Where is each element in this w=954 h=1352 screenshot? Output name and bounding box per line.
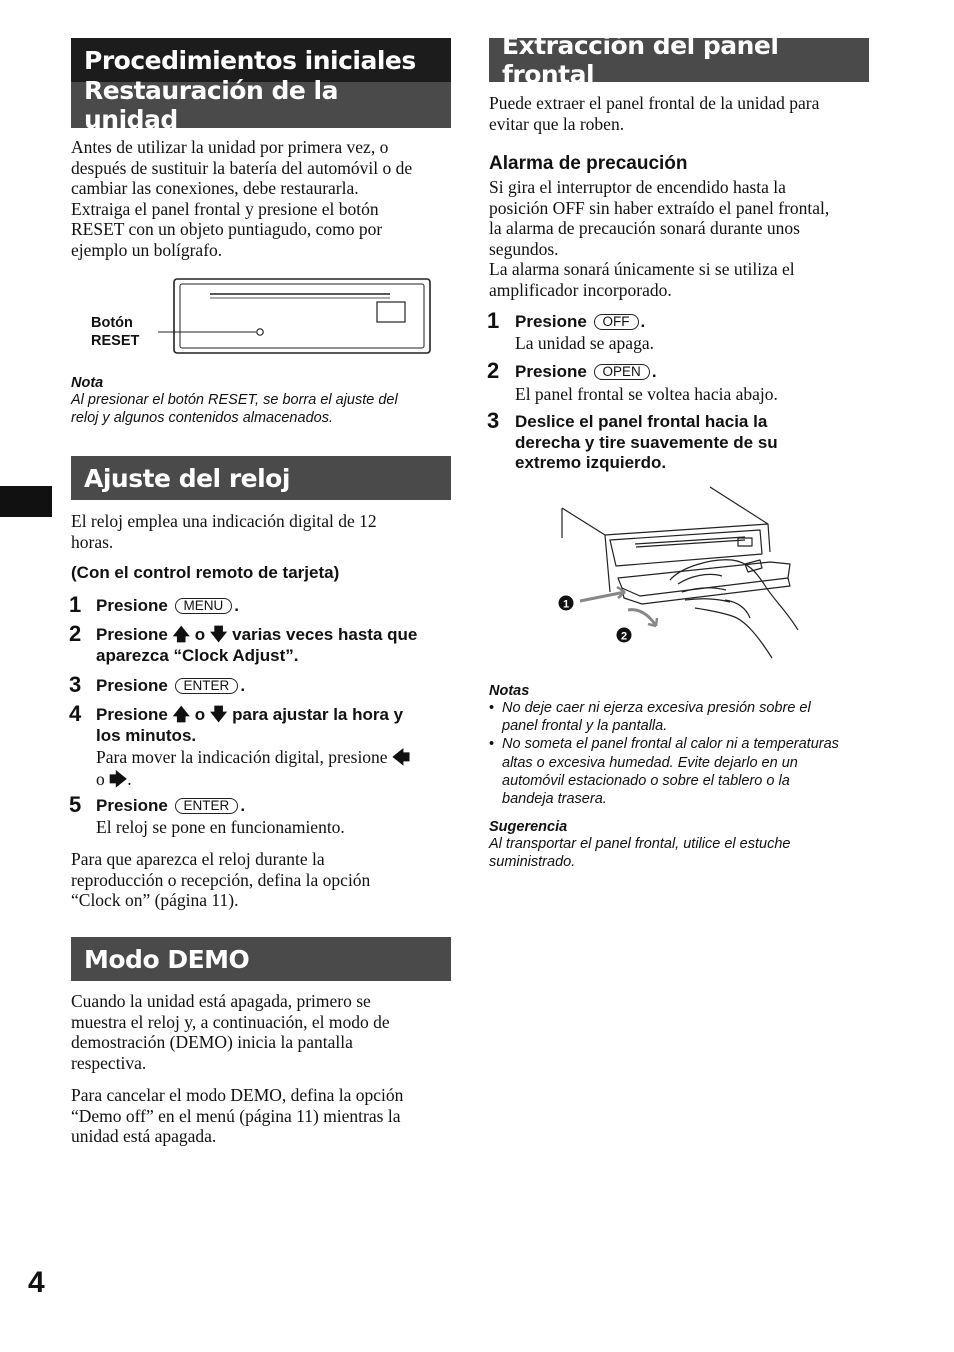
text-line: unidad está apagada. xyxy=(71,1126,217,1146)
step-2 xyxy=(96,625,456,666)
step-text: para ajustar la hora y xyxy=(232,705,404,724)
down-arrow-icon: 🡇 xyxy=(209,625,228,645)
remote-heading: (Con el control remoto de tarjeta) xyxy=(71,563,340,582)
sugerencia-block xyxy=(489,819,884,871)
clock-after xyxy=(71,849,456,911)
text-line: • No someta el panel frontal al calor ni a temperaturas xyxy=(502,736,839,753)
reset-paragraph xyxy=(71,137,456,260)
text-line: amplificador incorporado. xyxy=(489,279,672,300)
text-line: Si gira el interruptor de encendido hasta la xyxy=(489,177,786,197)
side-tab-marker xyxy=(0,486,52,517)
text-line: la alarma de precaución sonará durante unos xyxy=(489,218,800,238)
step-verb: Presione xyxy=(96,625,168,644)
step-verb: Presione xyxy=(96,796,168,815)
open-key: OPEN xyxy=(594,364,650,380)
badge-2-label: 2 xyxy=(620,630,628,643)
step-number: 5 xyxy=(69,792,82,817)
text-line: Al presionar el botón RESET, se borra el ajuste del xyxy=(71,392,398,408)
band-title: Ajuste del reloj xyxy=(84,463,290,493)
nota-item xyxy=(489,699,884,735)
panel-removal-illustration xyxy=(550,480,810,670)
up-arrow-icon: 🡅 xyxy=(172,625,191,645)
step-verb: Presione xyxy=(96,705,168,724)
step-number: 4 xyxy=(69,701,82,726)
text-line: Al transportar el panel frontal, utilice el estuche xyxy=(489,836,791,852)
step-text: los minutos. xyxy=(96,725,197,745)
band-title: Modo DEMO xyxy=(84,944,250,974)
step-1: Presione MENU . xyxy=(96,596,240,615)
step-number: 2 xyxy=(487,358,500,383)
detach-step-2-sub: El panel frontal se voltea hacia abajo. xyxy=(515,384,778,404)
text-line: altas o excesiva humedad. Evite dejarlo en un xyxy=(502,754,798,771)
clock-intro xyxy=(71,511,456,552)
text-line: reproducción o recepción, defina la opción xyxy=(71,869,371,890)
text-line: horas. xyxy=(71,531,114,552)
step-text: derecha y tire suavemente de su xyxy=(515,432,778,452)
text-line: evitar que la roben. xyxy=(489,113,625,134)
right-arrow-icon: 🡆 xyxy=(109,769,128,790)
alarm-heading: Alarma de precaución xyxy=(489,153,688,174)
text-line: Para mover la indicación digital, presione xyxy=(96,747,388,767)
text-line: bandeja trasera. xyxy=(502,791,607,808)
step-verb: Presione xyxy=(515,362,587,381)
band-title: Extracción del panel frontal xyxy=(502,31,779,89)
section-band-reset xyxy=(71,76,451,134)
step-text: extremo izquierdo. xyxy=(515,453,667,472)
label-line: RESET xyxy=(91,333,140,349)
step-4 xyxy=(96,705,456,746)
up-arrow-icon: 🡅 xyxy=(172,705,191,725)
text-line: suministrado. xyxy=(489,854,576,871)
section-band-clock xyxy=(71,456,451,500)
step-5: Presione ENTER . xyxy=(96,796,246,815)
notas-block xyxy=(489,683,884,808)
demo-para-1 xyxy=(71,991,456,1073)
text-line: reloj y algunos contenidos almacenados. xyxy=(71,410,333,427)
step-number: 1 xyxy=(69,592,82,617)
label-line: Botón xyxy=(91,315,133,331)
step-number: 1 xyxy=(487,308,500,333)
text-line: posición OFF sin haber extraído el panel frontal, xyxy=(489,197,830,218)
text-line: Para que aparezca el reloj durante la xyxy=(71,849,325,869)
text-line: “Demo off” en el menú (página 11) mientras la xyxy=(71,1105,401,1126)
step-text: aparezca “Clock Adjust”. xyxy=(96,645,299,665)
page-number: 4 xyxy=(28,1266,45,1299)
step-number: 2 xyxy=(69,621,82,646)
step-verb: Presione xyxy=(515,312,587,331)
badge-1-label: 1 xyxy=(562,598,570,611)
step-5-sub: El reloj se pone en funcionamiento. xyxy=(96,817,345,837)
nota-item xyxy=(489,735,884,808)
off-key: OFF xyxy=(594,314,639,330)
text-line: Puede extraer el panel frontal de la unidad para xyxy=(489,93,820,113)
text-line: El reloj emplea una indicación digital de 12 xyxy=(71,511,377,531)
text-line: respectiva. xyxy=(71,1052,147,1073)
section-band-demo xyxy=(71,937,451,981)
conjunction: o xyxy=(96,768,105,789)
text-line: ejemplo un bolígrafo. xyxy=(71,239,223,260)
text-line: demostración (DEMO) inicia la pantalla xyxy=(71,1032,353,1052)
menu-key: MENU xyxy=(175,598,233,614)
conjunction: o xyxy=(194,705,206,724)
unit-front-diagram xyxy=(150,276,435,356)
text-line: panel frontal y la pantalla. xyxy=(502,718,668,735)
text-line: • No deje caer ni ejerza excesiva presión sobre el xyxy=(502,700,811,716)
conjunction: o xyxy=(194,625,206,644)
text-line: La alarma sonará únicamente si se utiliza el xyxy=(489,259,795,279)
nota-title: Nota xyxy=(71,375,104,391)
text-line: RESET con un objeto puntiagudo, como por xyxy=(71,219,383,239)
band-title: Restauración de la unidad xyxy=(84,76,338,134)
text-line: Antes de utilizar la unidad por primera vez, o xyxy=(71,137,389,157)
text-line: cambiar las conexiones, debe restaurarla. xyxy=(71,178,359,198)
left-arrow-icon: 🡄 xyxy=(391,748,411,768)
step-4-sub: Para mover la indicación digital, presione 🡄 o 🡆. xyxy=(96,747,411,790)
notas-title: Notas xyxy=(489,683,530,699)
down-arrow-icon: 🡇 xyxy=(209,705,228,725)
nota-text xyxy=(71,391,456,427)
text-line: automóvil estacionado o sobre el tablero o la xyxy=(502,772,790,789)
text-line: Cuando la unidad está apagada, primero se xyxy=(71,991,371,1011)
step-text: Deslice el panel frontal hacia la xyxy=(515,412,768,431)
text-line: Extraiga el panel frontal y presione el botón xyxy=(71,198,379,219)
detach-step-2: Presione OPEN . xyxy=(515,362,657,381)
sugerencia-text xyxy=(489,835,884,871)
section-band-detach-panel xyxy=(489,31,869,89)
detach-intro xyxy=(489,93,874,134)
detach-step-1: Presione OFF . xyxy=(515,312,646,331)
text-line: después de sustituir la batería del automóvil o de xyxy=(71,157,413,178)
nota-block xyxy=(71,375,456,427)
enter-key: ENTER xyxy=(175,798,239,814)
demo-para-2 xyxy=(71,1085,456,1147)
sugerencia-title: Sugerencia xyxy=(489,819,568,835)
alarm-text xyxy=(489,177,879,300)
step-3: Presione ENTER . xyxy=(96,676,246,695)
detach-step-3 xyxy=(515,412,875,474)
step-number: 3 xyxy=(69,672,82,697)
step-verb: Presione xyxy=(96,596,168,615)
enter-key: ENTER xyxy=(175,678,239,694)
text-line: segundos. xyxy=(489,238,559,259)
band-title: Procedimientos iniciales xyxy=(84,45,416,75)
text-line: “Clock on” (página 11). xyxy=(71,890,239,910)
text-line: Para cancelar el modo DEMO, defina la opción xyxy=(71,1085,404,1105)
step-number: 3 xyxy=(487,408,500,433)
detach-step-1-sub: La unidad se apaga. xyxy=(515,333,654,353)
step-verb: Presione xyxy=(96,676,168,695)
text-line: muestra el reloj y, a continuación, el modo de xyxy=(71,1011,390,1032)
reset-button-label xyxy=(91,314,139,350)
step-text: varias veces hasta que xyxy=(232,625,418,644)
